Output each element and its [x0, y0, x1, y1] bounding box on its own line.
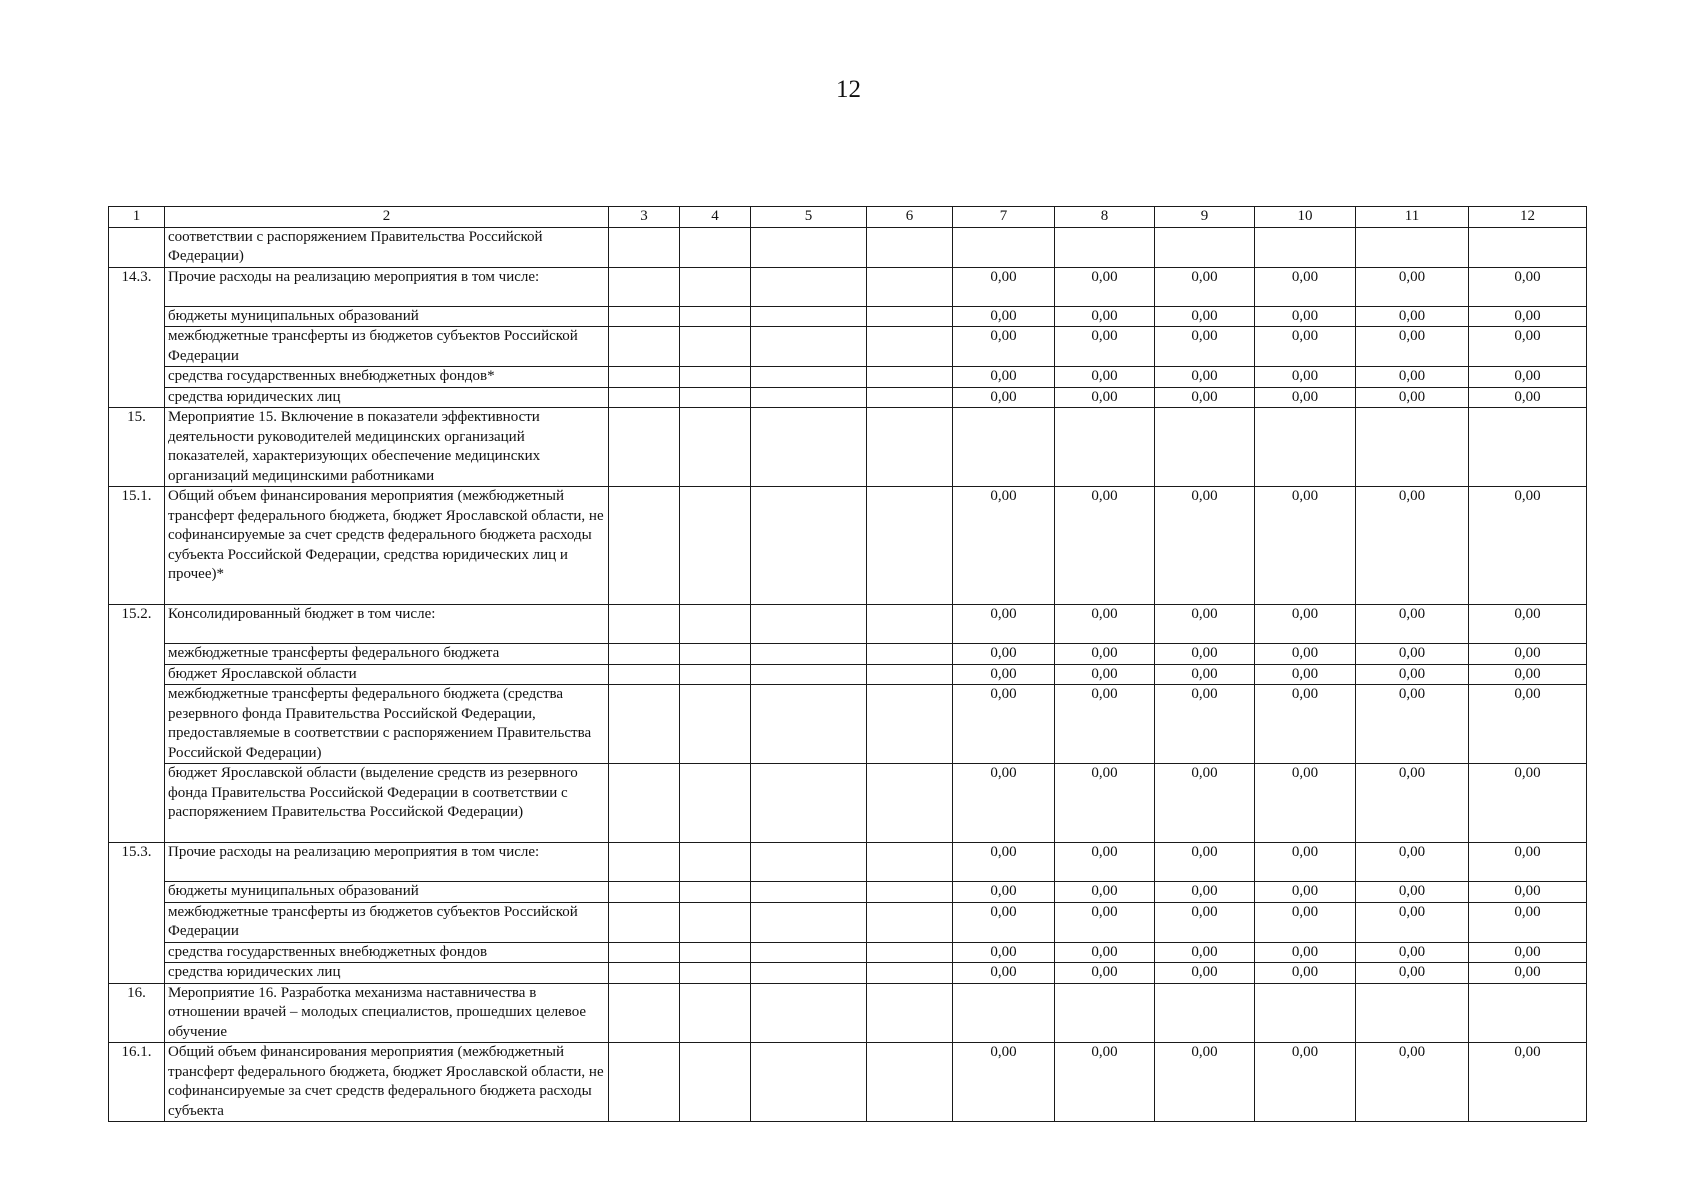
empty-cell — [609, 942, 680, 963]
empty-cell — [751, 963, 867, 984]
empty-cell — [867, 764, 953, 843]
empty-cell — [609, 843, 680, 882]
row-number — [109, 664, 165, 685]
value-cell — [953, 408, 1055, 487]
value-cell: 0,00 — [953, 685, 1055, 764]
value-cell: 0,00 — [1055, 1043, 1155, 1122]
value-cell: 0,00 — [953, 327, 1055, 367]
empty-cell — [680, 387, 751, 408]
table-row — [109, 605, 1587, 644]
empty-cell — [680, 983, 751, 1043]
value-cell: 0,00 — [1356, 327, 1469, 367]
column-header: 12 — [1469, 207, 1587, 228]
row-description: Прочие расходы на реализацию мероприятия в том числе: — [165, 267, 609, 306]
value-cell: 0,00 — [1055, 327, 1155, 367]
page-number: 12 — [836, 76, 861, 103]
value-cell: 0,00 — [1255, 644, 1356, 665]
empty-cell — [867, 267, 953, 306]
row-description: средства юридических лиц — [165, 387, 609, 408]
empty-cell — [680, 227, 751, 267]
value-cell: 0,00 — [1155, 1043, 1255, 1122]
value-cell: 0,00 — [1469, 882, 1587, 903]
value-cell: 0,00 — [1469, 306, 1587, 327]
table-row — [109, 408, 1587, 487]
row-number: 15.1. — [109, 487, 165, 605]
empty-cell — [609, 327, 680, 367]
value-cell: 0,00 — [1155, 306, 1255, 327]
row-number — [109, 764, 165, 843]
row-number — [109, 902, 165, 942]
empty-cell — [867, 963, 953, 984]
empty-cell — [751, 1043, 867, 1122]
value-cell: 0,00 — [953, 487, 1055, 605]
column-header: 10 — [1255, 207, 1356, 228]
row-number — [109, 942, 165, 963]
value-cell: 0,00 — [1356, 387, 1469, 408]
row-number: 15.3. — [109, 843, 165, 882]
value-cell: 0,00 — [1055, 902, 1155, 942]
row-number: 15.2. — [109, 605, 165, 644]
empty-cell — [680, 605, 751, 644]
table-row — [109, 227, 1587, 267]
empty-cell — [751, 843, 867, 882]
value-cell — [1055, 408, 1155, 487]
empty-cell — [680, 882, 751, 903]
empty-cell — [751, 487, 867, 605]
empty-cell — [609, 902, 680, 942]
empty-cell — [609, 644, 680, 665]
value-cell: 0,00 — [1356, 664, 1469, 685]
row-description: бюджеты муниципальных образований — [165, 306, 609, 327]
empty-cell — [867, 408, 953, 487]
value-cell: 0,00 — [1255, 843, 1356, 882]
value-cell — [1469, 227, 1587, 267]
value-cell: 0,00 — [1055, 843, 1155, 882]
column-header: 6 — [867, 207, 953, 228]
empty-cell — [609, 963, 680, 984]
row-description: Мероприятие 16. Разработка механизма наставничества в отношении врачей – молодых специалистов, прошедших целевое обучение — [165, 983, 609, 1043]
empty-cell — [680, 902, 751, 942]
value-cell: 0,00 — [1255, 942, 1356, 963]
value-cell — [1356, 983, 1469, 1043]
value-cell: 0,00 — [1356, 942, 1469, 963]
value-cell: 0,00 — [1155, 487, 1255, 605]
empty-cell — [751, 983, 867, 1043]
empty-cell — [609, 1043, 680, 1122]
value-cell — [953, 227, 1055, 267]
value-cell: 0,00 — [1356, 487, 1469, 605]
table-row — [109, 267, 1587, 306]
row-description: межбюджетные трансферты федерального бюджета (средства резервного фонда Правительства Российской Федерации, предоставляемые в соответствии с распоряжением Правительства Российской Федерации) — [165, 685, 609, 764]
value-cell: 0,00 — [1255, 487, 1356, 605]
row-number — [109, 685, 165, 764]
empty-cell — [680, 764, 751, 843]
value-cell: 0,00 — [1255, 1043, 1356, 1122]
value-cell: 0,00 — [1469, 387, 1587, 408]
row-number — [109, 227, 165, 267]
table-row — [109, 487, 1587, 605]
empty-cell — [680, 487, 751, 605]
value-cell: 0,00 — [1356, 902, 1469, 942]
table-row — [109, 764, 1587, 843]
row-description: соответствии с распоряжением Правительства Российской Федерации) — [165, 227, 609, 267]
empty-cell — [867, 644, 953, 665]
value-cell: 0,00 — [1356, 644, 1469, 665]
empty-cell — [680, 664, 751, 685]
value-cell: 0,00 — [1255, 327, 1356, 367]
value-cell: 0,00 — [1356, 267, 1469, 306]
value-cell: 0,00 — [1155, 644, 1255, 665]
empty-cell — [680, 327, 751, 367]
value-cell: 0,00 — [1469, 942, 1587, 963]
empty-cell — [751, 387, 867, 408]
value-cell: 0,00 — [1356, 605, 1469, 644]
empty-cell — [867, 367, 953, 388]
value-cell — [1155, 408, 1255, 487]
value-cell: 0,00 — [1469, 685, 1587, 764]
value-cell: 0,00 — [1155, 685, 1255, 764]
empty-cell — [680, 267, 751, 306]
value-cell: 0,00 — [953, 843, 1055, 882]
value-cell: 0,00 — [1356, 764, 1469, 843]
value-cell: 0,00 — [953, 902, 1055, 942]
row-description: средства государственных внебюджетных фондов* — [165, 367, 609, 388]
row-number — [109, 387, 165, 408]
empty-cell — [867, 387, 953, 408]
column-header: 3 — [609, 207, 680, 228]
empty-cell — [867, 487, 953, 605]
empty-cell — [867, 882, 953, 903]
empty-cell — [680, 367, 751, 388]
column-number-row — [109, 207, 1587, 228]
value-cell: 0,00 — [953, 367, 1055, 388]
value-cell: 0,00 — [1255, 664, 1356, 685]
empty-cell — [867, 902, 953, 942]
empty-cell — [609, 605, 680, 644]
table-row — [109, 902, 1587, 942]
empty-cell — [751, 685, 867, 764]
value-cell: 0,00 — [1469, 1043, 1587, 1122]
table-row — [109, 387, 1587, 408]
table-row — [109, 983, 1587, 1043]
value-cell: 0,00 — [1356, 306, 1469, 327]
empty-cell — [867, 843, 953, 882]
row-number: 14.3. — [109, 267, 165, 306]
row-description: Общий объем финансирования мероприятия (межбюджетный трансферт федерального бюджета, бюджет Ярославской области, не софинансируемые за счет средств федерального бюджета расходы субъекта — [165, 1043, 609, 1122]
value-cell — [1155, 983, 1255, 1043]
empty-cell — [680, 843, 751, 882]
row-description: Общий объем финансирования мероприятия (межбюджетный трансферт федерального бюджета, бюджет Ярославской области, не софинансируемые за счет средств федерального бюджета расходы субъекта Российской Федерации, средства юридических лиц и прочее)* — [165, 487, 609, 605]
value-cell: 0,00 — [1055, 685, 1155, 764]
row-description: бюджеты муниципальных образований — [165, 882, 609, 903]
column-header: 11 — [1356, 207, 1469, 228]
row-number — [109, 327, 165, 367]
financing-table — [108, 206, 1587, 1122]
table-row — [109, 882, 1587, 903]
empty-cell — [751, 605, 867, 644]
value-cell: 0,00 — [1255, 764, 1356, 843]
column-header: 2 — [165, 207, 609, 228]
empty-cell — [751, 942, 867, 963]
value-cell — [1155, 227, 1255, 267]
column-header: 1 — [109, 207, 165, 228]
row-number — [109, 963, 165, 984]
value-cell — [1469, 408, 1587, 487]
value-cell: 0,00 — [1356, 963, 1469, 984]
value-cell: 0,00 — [953, 882, 1055, 903]
value-cell: 0,00 — [953, 267, 1055, 306]
row-number: 15. — [109, 408, 165, 487]
row-number — [109, 882, 165, 903]
value-cell: 0,00 — [1255, 387, 1356, 408]
row-description: Консолидированный бюджет в том числе: — [165, 605, 609, 644]
empty-cell — [751, 327, 867, 367]
value-cell: 0,00 — [1469, 644, 1587, 665]
empty-cell — [751, 367, 867, 388]
empty-cell — [609, 882, 680, 903]
value-cell: 0,00 — [1469, 764, 1587, 843]
value-cell: 0,00 — [1055, 306, 1155, 327]
value-cell: 0,00 — [953, 664, 1055, 685]
value-cell: 0,00 — [1255, 963, 1356, 984]
row-number — [109, 367, 165, 388]
empty-cell — [680, 644, 751, 665]
value-cell — [953, 983, 1055, 1043]
table-row — [109, 1043, 1587, 1122]
row-description: межбюджетные трансферты из бюджетов субъектов Российской Федерации — [165, 902, 609, 942]
row-number: 16. — [109, 983, 165, 1043]
empty-cell — [751, 267, 867, 306]
table-row — [109, 306, 1587, 327]
empty-cell — [609, 685, 680, 764]
empty-cell — [609, 408, 680, 487]
empty-cell — [680, 1043, 751, 1122]
table-row — [109, 644, 1587, 665]
value-cell: 0,00 — [1055, 963, 1155, 984]
table-row — [109, 963, 1587, 984]
row-description: межбюджетные трансферты из бюджетов субъектов Российской Федерации — [165, 327, 609, 367]
value-cell: 0,00 — [1155, 605, 1255, 644]
value-cell: 0,00 — [1155, 367, 1255, 388]
value-cell: 0,00 — [1469, 367, 1587, 388]
table-row — [109, 327, 1587, 367]
empty-cell — [867, 983, 953, 1043]
table-row — [109, 664, 1587, 685]
value-cell: 0,00 — [1469, 902, 1587, 942]
table-row — [109, 685, 1587, 764]
empty-cell — [867, 664, 953, 685]
column-header: 4 — [680, 207, 751, 228]
value-cell: 0,00 — [1055, 644, 1155, 665]
value-cell: 0,00 — [1155, 267, 1255, 306]
value-cell: 0,00 — [953, 963, 1055, 984]
empty-cell — [609, 227, 680, 267]
value-cell: 0,00 — [1356, 685, 1469, 764]
value-cell: 0,00 — [953, 605, 1055, 644]
row-description: бюджет Ярославской области — [165, 664, 609, 685]
value-cell: 0,00 — [1155, 902, 1255, 942]
value-cell — [1255, 983, 1356, 1043]
value-cell: 0,00 — [1255, 685, 1356, 764]
value-cell — [1356, 408, 1469, 487]
value-cell: 0,00 — [1356, 1043, 1469, 1122]
row-description: средства государственных внебюджетных фондов — [165, 942, 609, 963]
value-cell: 0,00 — [1356, 367, 1469, 388]
value-cell: 0,00 — [953, 387, 1055, 408]
empty-cell — [609, 487, 680, 605]
empty-cell — [751, 306, 867, 327]
column-header: 7 — [953, 207, 1055, 228]
value-cell: 0,00 — [1255, 882, 1356, 903]
empty-cell — [680, 306, 751, 327]
empty-cell — [867, 227, 953, 267]
value-cell: 0,00 — [1055, 267, 1155, 306]
empty-cell — [680, 408, 751, 487]
empty-cell — [751, 644, 867, 665]
value-cell: 0,00 — [1469, 327, 1587, 367]
value-cell: 0,00 — [1055, 367, 1155, 388]
empty-cell — [609, 367, 680, 388]
table-row — [109, 367, 1587, 388]
value-cell — [1055, 983, 1155, 1043]
value-cell — [1356, 227, 1469, 267]
column-header: 8 — [1055, 207, 1155, 228]
value-cell — [1469, 983, 1587, 1043]
empty-cell — [680, 685, 751, 764]
value-cell: 0,00 — [1155, 764, 1255, 843]
empty-cell — [680, 942, 751, 963]
row-description: межбюджетные трансферты федерального бюджета — [165, 644, 609, 665]
row-description: бюджет Ярославской области (выделение средств из резервного фонда Правительства Российской Федерации в соответствии с распоряжением Правительства Российской Федерации) — [165, 764, 609, 843]
empty-cell — [609, 764, 680, 843]
empty-cell — [867, 1043, 953, 1122]
value-cell: 0,00 — [1356, 843, 1469, 882]
empty-cell — [751, 764, 867, 843]
value-cell: 0,00 — [1155, 843, 1255, 882]
row-number — [109, 644, 165, 665]
value-cell: 0,00 — [1469, 487, 1587, 605]
value-cell: 0,00 — [953, 942, 1055, 963]
row-number: 16.1. — [109, 1043, 165, 1122]
value-cell: 0,00 — [1055, 942, 1155, 963]
value-cell: 0,00 — [1469, 267, 1587, 306]
row-description: Мероприятие 15. Включение в показатели эффективности деятельности руководителей медицинских организаций показателей, характеризующих обеспечение медицинских организаций медицинскими работниками — [165, 408, 609, 487]
value-cell: 0,00 — [1155, 327, 1255, 367]
value-cell: 0,00 — [1255, 367, 1356, 388]
row-number — [109, 306, 165, 327]
value-cell: 0,00 — [1155, 882, 1255, 903]
value-cell: 0,00 — [953, 764, 1055, 843]
empty-cell — [751, 882, 867, 903]
empty-cell — [609, 306, 680, 327]
value-cell: 0,00 — [1055, 882, 1155, 903]
value-cell: 0,00 — [1255, 605, 1356, 644]
table-body — [109, 227, 1587, 1122]
value-cell: 0,00 — [1055, 605, 1155, 644]
table-row — [109, 942, 1587, 963]
empty-cell — [867, 605, 953, 644]
value-cell: 0,00 — [1155, 664, 1255, 685]
value-cell: 0,00 — [953, 306, 1055, 327]
value-cell: 0,00 — [1055, 664, 1155, 685]
row-description: средства юридических лиц — [165, 963, 609, 984]
value-cell — [1055, 227, 1155, 267]
value-cell: 0,00 — [953, 1043, 1055, 1122]
value-cell: 0,00 — [1255, 306, 1356, 327]
empty-cell — [751, 902, 867, 942]
empty-cell — [609, 387, 680, 408]
value-cell: 0,00 — [1255, 267, 1356, 306]
column-header: 5 — [751, 207, 867, 228]
value-cell: 0,00 — [1469, 963, 1587, 984]
value-cell: 0,00 — [1155, 387, 1255, 408]
value-cell: 0,00 — [1055, 487, 1155, 605]
empty-cell — [867, 306, 953, 327]
value-cell: 0,00 — [1055, 387, 1155, 408]
value-cell: 0,00 — [1469, 664, 1587, 685]
column-header: 9 — [1155, 207, 1255, 228]
value-cell: 0,00 — [1155, 942, 1255, 963]
empty-cell — [867, 942, 953, 963]
value-cell: 0,00 — [1055, 764, 1155, 843]
table-row — [109, 843, 1587, 882]
value-cell — [1255, 227, 1356, 267]
empty-cell — [609, 664, 680, 685]
value-cell: 0,00 — [1155, 963, 1255, 984]
empty-cell — [680, 963, 751, 984]
value-cell: 0,00 — [1469, 843, 1587, 882]
value-cell: 0,00 — [1356, 882, 1469, 903]
empty-cell — [751, 408, 867, 487]
value-cell: 0,00 — [1255, 902, 1356, 942]
empty-cell — [751, 664, 867, 685]
row-description: Прочие расходы на реализацию мероприятия в том числе: — [165, 843, 609, 882]
value-cell — [1255, 408, 1356, 487]
empty-cell — [609, 983, 680, 1043]
empty-cell — [609, 267, 680, 306]
value-cell: 0,00 — [953, 644, 1055, 665]
empty-cell — [751, 227, 867, 267]
value-cell: 0,00 — [1469, 605, 1587, 644]
empty-cell — [867, 685, 953, 764]
empty-cell — [867, 327, 953, 367]
